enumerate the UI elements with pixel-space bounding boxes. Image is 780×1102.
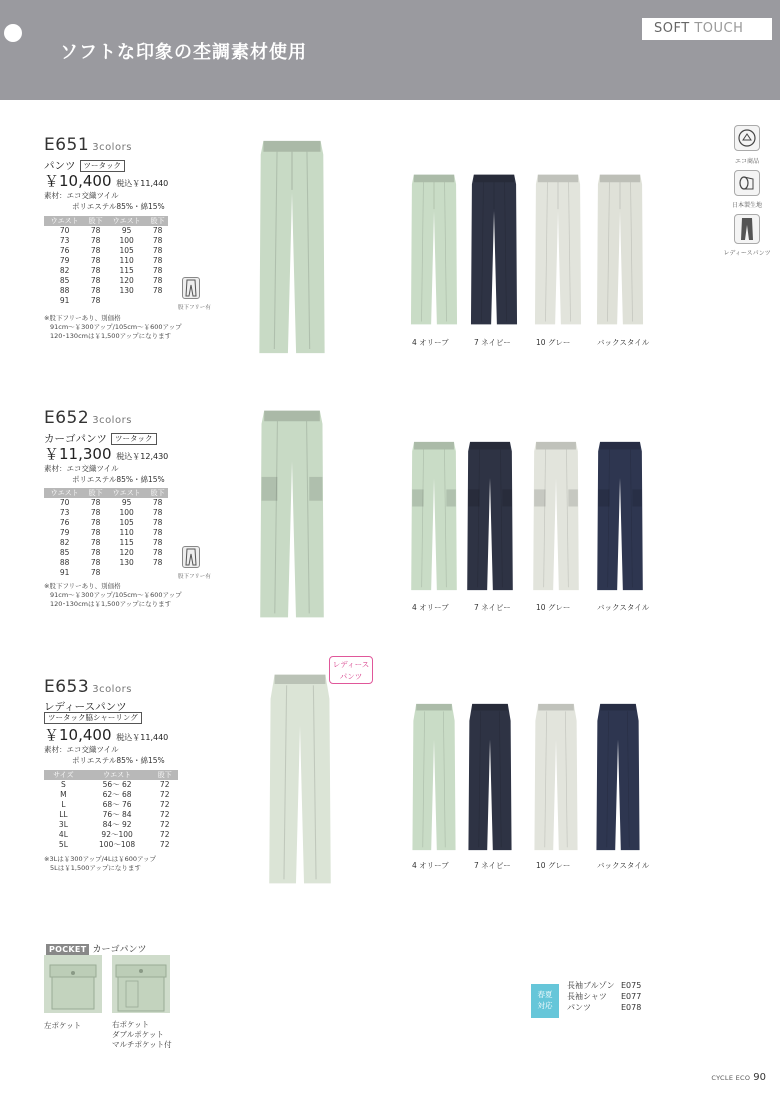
binder-hole <box>4 24 22 42</box>
table-cell: 78 <box>152 498 163 507</box>
table-cell <box>147 568 168 578</box>
table-row <box>44 508 168 518</box>
left-pocket-photo <box>44 955 102 1013</box>
table-cell: 76 <box>59 518 70 527</box>
table-cell: 72 <box>159 810 170 819</box>
table-cell: 78 <box>152 256 163 265</box>
pants-grey-e651 <box>534 172 582 327</box>
table-row <box>44 286 168 296</box>
table-cell: 62～ 68 <box>102 790 132 799</box>
pants-navy-e652 <box>466 440 514 592</box>
table-cell: 78 <box>152 518 163 527</box>
table-row <box>44 498 168 508</box>
table-cell: 95 <box>121 226 132 235</box>
pants-olive-e653 <box>410 702 458 852</box>
table-cell: 95 <box>121 498 132 507</box>
table-cell: 72 <box>159 830 170 839</box>
table-row <box>44 518 168 528</box>
table-cell: 78 <box>152 276 163 285</box>
table-cell: LL <box>59 810 68 819</box>
table-cell: 78 <box>90 236 101 245</box>
table-row <box>44 528 168 538</box>
table-cell: 79 <box>59 256 70 265</box>
pants-back-e651 <box>596 172 644 327</box>
table-cell: 82 <box>59 266 70 275</box>
main-pants-e653 <box>266 672 334 886</box>
table-row <box>44 246 168 256</box>
caption-back: バックスタイル <box>597 338 650 347</box>
pocket-heading <box>46 937 146 956</box>
table-row <box>44 548 168 558</box>
table-cell: 78 <box>152 508 163 517</box>
caption-olive: 4 オリーブ <box>412 338 449 347</box>
table-row <box>44 830 178 840</box>
caption-grey: 10 グレー <box>536 603 571 612</box>
fabric-roll-icon <box>734 170 760 196</box>
table-row <box>44 266 168 276</box>
table-row <box>44 790 178 800</box>
coordinate-list <box>567 980 641 1013</box>
main-pants-e652 <box>258 408 326 620</box>
table-cell: 130 <box>119 558 134 567</box>
table-cell: 70 <box>59 226 70 235</box>
table-cell: L <box>61 800 66 809</box>
table-cell: 72 <box>159 840 170 849</box>
table-cell: 73 <box>59 236 70 245</box>
inseam-free-label: 股下フリー有 <box>178 305 211 311</box>
table-cell <box>106 568 147 578</box>
page-title: ソフトな印象の杢調素材使用 <box>60 42 307 63</box>
caption-olive: 4 オリーブ <box>412 861 449 870</box>
table-cell: 120 <box>119 276 134 285</box>
inseam-free-icon <box>182 277 200 299</box>
size-table-e652: ウエスト 股下 ウエスト 股下 70 78 95 78 73 78 100 78 76 78 105 78 79 78 110 78 82 78 115 78 85 78 120 78 88 78 130 78 91 78 <box>44 488 168 578</box>
note-e653: ※3Lは￥300アップ/4Lは￥600アップ 5Lは￥1,500アップになります <box>44 855 157 872</box>
caption-back: バックスタイル <box>597 861 650 870</box>
table-cell: 56～ 62 <box>102 780 132 789</box>
table-cell: 78 <box>90 548 101 557</box>
table-cell: 84～ 92 <box>102 820 132 829</box>
material-e651: 素材：エコ交織ツイル ポリエステル85%・綿15% <box>44 191 165 211</box>
product-code-e652: E652 3colors <box>44 408 132 428</box>
table-cell: 78 <box>90 498 101 507</box>
table-cell: 78 <box>152 558 163 567</box>
table-cell: 110 <box>119 528 134 537</box>
table-cell: 100 <box>119 508 134 517</box>
side-label-japan: 日本製生地 <box>731 202 762 209</box>
table-cell: 76～ 84 <box>102 810 132 819</box>
table-cell: 100 <box>119 236 134 245</box>
table-cell: 78 <box>152 286 163 295</box>
table-cell: 78 <box>90 246 101 255</box>
table-cell: 78 <box>90 276 101 285</box>
table-cell: 105 <box>119 246 134 255</box>
caption-navy: 7 ネイビー <box>474 861 511 870</box>
table-cell: 68～ 76 <box>102 800 132 809</box>
table-row <box>44 538 168 548</box>
table-cell: 5L <box>58 840 68 849</box>
caption-grey: 10 グレー <box>536 861 571 870</box>
table-cell: 91 <box>59 568 70 577</box>
product-name-e652: カーゴパンツ ツータック <box>44 431 157 446</box>
pants-navy-e653 <box>466 702 514 852</box>
recycle-icon <box>734 125 760 151</box>
caption-navy: 7 ネイビー <box>474 338 511 347</box>
table-row <box>44 276 168 286</box>
coordinate-item: 長袖ブルゾン E075 <box>567 981 642 990</box>
product-code-e651: E651 3colors <box>44 135 132 155</box>
tuck-tag: ツータック <box>80 160 126 172</box>
page-number: 90 <box>753 1072 766 1083</box>
table-cell: 72 <box>159 780 170 789</box>
tuck-tag: ツータック <box>111 433 157 445</box>
pants-back-e652 <box>596 440 644 592</box>
table-cell: 115 <box>119 538 134 547</box>
side-label-eco: エコ商品 <box>734 158 759 165</box>
table-cell: 78 <box>90 226 101 235</box>
pants-grey-e652 <box>532 440 580 592</box>
table-cell: 70 <box>59 498 70 507</box>
product-name-e653: レディースパンツ <box>44 701 127 713</box>
pants-navy-e651 <box>470 172 518 327</box>
material-e652: 素材：エコ交織ツイル ポリエステル85%・綿15% <box>44 464 165 484</box>
pants-olive-e652 <box>410 440 458 592</box>
left-pocket-caption: 左ポケット <box>44 1021 82 1030</box>
footer-label: CYCLE ECO <box>711 1074 751 1082</box>
coordinate-item: 長袖シャツ E077 <box>567 992 642 1001</box>
table-cell: 78 <box>90 266 101 275</box>
caption-navy: 7 ネイビー <box>474 603 511 612</box>
table-row <box>44 558 168 568</box>
table-cell: 115 <box>119 266 134 275</box>
table-cell: 78 <box>90 256 101 265</box>
table-cell: 78 <box>90 538 101 547</box>
product-code-e653: E653 3colors <box>44 677 132 697</box>
pants-olive-e651 <box>410 172 458 327</box>
coordinate-item: パンツ E078 <box>567 1003 642 1012</box>
table-cell: 78 <box>90 568 101 577</box>
table-cell: 105 <box>119 518 134 527</box>
table-row <box>44 810 178 820</box>
size-table-e651: ウエスト 股下 ウエスト 股下 70 78 95 78 73 78 100 78 76 78 105 78 79 78 110 78 82 78 115 78 85 78 120 78 88 78 130 78 91 78 <box>44 216 168 306</box>
table-cell: 92～100 <box>101 830 133 839</box>
table-cell <box>147 296 168 306</box>
table-cell: 78 <box>152 538 163 547</box>
table-cell: 88 <box>59 558 70 567</box>
table-row <box>44 780 178 790</box>
pants-back-e653 <box>594 702 642 852</box>
table-cell: 78 <box>152 528 163 537</box>
pants-grey-e653 <box>532 702 580 852</box>
ladies-pants-icon <box>734 214 760 244</box>
table-row <box>44 568 168 578</box>
table-cell: 78 <box>90 286 101 295</box>
table-row <box>44 820 178 830</box>
inseam-free-label: 股下フリー有 <box>178 574 211 580</box>
note-e651: ※股下フリーあり、別価格 91cm～￥300アップ/105cm～￥600アップ 120･130cmは￥1,500アップになります <box>44 314 182 340</box>
table-cell: 82 <box>59 538 70 547</box>
table-cell: 72 <box>159 820 170 829</box>
table-cell: 85 <box>59 548 70 557</box>
brand-word-2: TOUCH <box>694 21 744 36</box>
caption-grey: 10 グレー <box>536 338 571 347</box>
pocket-title: カーゴパンツ <box>92 945 147 955</box>
table-cell: 78 <box>152 548 163 557</box>
table-cell: 78 <box>90 558 101 567</box>
material-e653: 素材：エコ交織ツイル ポリエステル85%・綿15% <box>44 745 165 765</box>
caption-back: バックスタイル <box>597 603 650 612</box>
side-label-ladies: レディースパンツ <box>723 250 771 257</box>
table-cell: 100～108 <box>99 840 136 849</box>
table-row <box>44 840 178 850</box>
table-cell: 78 <box>90 518 101 527</box>
table-cell: M <box>60 790 67 799</box>
caption-olive: 4 オリーブ <box>412 603 449 612</box>
right-pocket-caption: 右ポケット ダブルポケット マルチポケット付 <box>112 1020 172 1049</box>
price-e651: ￥10,400 税込￥11,440 <box>44 172 169 190</box>
page-footer <box>711 1072 766 1083</box>
table-cell: 4L <box>58 830 68 839</box>
right-pocket-photo <box>112 955 170 1013</box>
table-cell: 120 <box>119 548 134 557</box>
table-cell: 72 <box>159 790 170 799</box>
shirring-tag-row <box>40 712 142 724</box>
table-cell: 130 <box>119 286 134 295</box>
table-row <box>44 256 168 266</box>
inseam-free-icon <box>182 546 200 568</box>
table-cell: 88 <box>59 286 70 295</box>
table-row <box>44 296 168 306</box>
table-cell: S <box>61 780 66 789</box>
table-cell: 78 <box>90 296 101 305</box>
product-name-e651: パンツ ツータック <box>44 158 125 173</box>
table-cell: 78 <box>152 236 163 245</box>
main-pants-e651 <box>258 138 326 356</box>
table-row <box>44 800 178 810</box>
table-cell: 78 <box>152 226 163 235</box>
price-e653: ￥10,400 税込￥11,440 <box>44 726 169 744</box>
price-e652: ￥11,300 税込￥12,430 <box>44 445 169 463</box>
table-row <box>44 236 168 246</box>
pocket-badge: POCKET <box>46 944 89 955</box>
note-e652: ※股下フリーあり、別価格 91cm～￥300アップ/105cm～￥600アップ 120･130cmは￥1,500アップになります <box>44 582 182 608</box>
brand-word-1: SOFT <box>654 21 690 36</box>
table-cell: 78 <box>152 266 163 275</box>
table-cell: 76 <box>59 246 70 255</box>
brand-label <box>642 18 772 40</box>
table-cell: 78 <box>90 508 101 517</box>
table-cell: 78 <box>90 528 101 537</box>
size-table-e653: サイズ ウエスト 股下 S 56～ 62 72 M 62～ 68 72 L 68～ 76 72 LL 76～ 84 72 3L 84～ 92 72 4L 92～100 72 5L 100～108 72 <box>44 770 178 850</box>
table-row <box>44 226 168 236</box>
season-badge: 春夏 対応 <box>531 984 559 1018</box>
table-cell <box>106 296 147 306</box>
ladies-pants-badge: レディース パンツ <box>329 656 373 684</box>
table-cell: 3L <box>58 820 68 829</box>
table-cell: 91 <box>59 296 70 305</box>
table-cell: 85 <box>59 276 70 285</box>
table-cell: 79 <box>59 528 70 537</box>
table-cell: 73 <box>59 508 70 517</box>
table-cell: 78 <box>152 246 163 255</box>
table-cell: 72 <box>159 800 170 809</box>
table-cell: 110 <box>119 256 134 265</box>
shirring-tag: ツータック脇シャーリング <box>44 712 142 724</box>
